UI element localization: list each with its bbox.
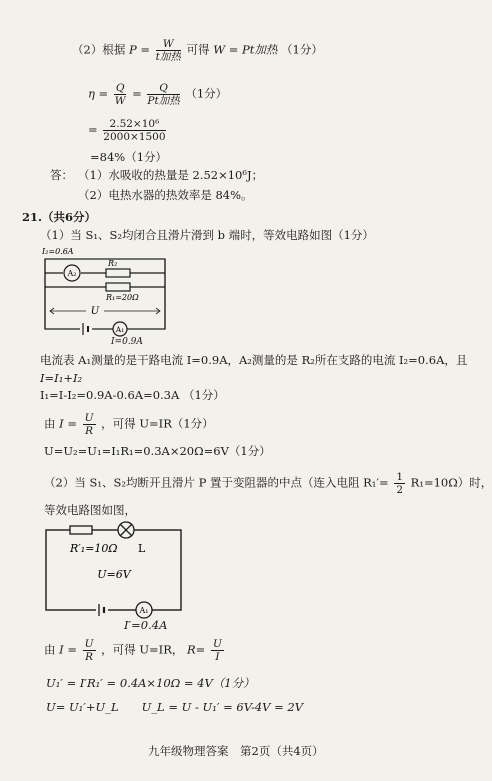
q21-text-7: U₁′ = I′R₁′ = 0.4A×10Ω = 4V（1分） — [46, 676, 255, 690]
efficiency-result: =84%（1分） — [90, 150, 168, 164]
q20-part2-line: （2）根据 P = $\frac{W}{\text{t加热}}$ 可得 W = Pt加热 （1分） — [72, 38, 323, 63]
resistor-r1-prime-icon — [70, 526, 92, 534]
q21-text-3: I₁=I-I₂=0.9A-0.6A=0.3A （1分） — [40, 388, 225, 402]
score-mark: （1分） — [185, 86, 228, 101]
q21-header: 21.（共6分） — [22, 210, 97, 224]
efficiency-substitution: = $\frac{\text{2.52×10⁶}}{2000\times 1500}$ — [88, 118, 166, 143]
resistor-r2-icon — [106, 269, 130, 277]
work-formula: W = Pt加热 — [213, 42, 278, 57]
q21-text-2: I=I₁+I₂ — [40, 371, 83, 385]
q21-text-5: U=U₂=U₁=I₁R₁=0.3A×20Ω=6V（1分） — [44, 444, 271, 458]
power-formula-lhs: P = — [128, 42, 151, 57]
voltage-label: U=6V — [97, 568, 131, 581]
power-fraction: $\frac{W}{\text{t加热}}$ — [155, 38, 181, 63]
resistor-r2-label: R₂ — [108, 259, 118, 268]
current-i-label: I=0.9A — [111, 337, 143, 347]
efficiency-formula: η = $\frac{Q}{W}$ = $\frac{Q}{\text{Pt加热}}$ （1分） — [88, 82, 228, 107]
current-i2-label: I₂=0.6A — [42, 247, 74, 256]
resistor-r1-prime-label: R′₁=10Ω — [70, 542, 118, 555]
q21-text-8: U= U₁′+U_L U_L = U - U₁′ = 6V-4V = 2V — [46, 700, 304, 714]
ohms-law-line-1: 由 I = $\frac{U}{R}$ ，可得 U=IR（1分） — [44, 412, 214, 437]
q20-part2-label: （2）根据 — [72, 42, 126, 57]
q21-part1-statement: （1）当 S₁、S₂均闭合且滑片滑到 b 端时，等效电路如图（1分） — [40, 228, 374, 242]
voltage-u-label: U — [90, 306, 100, 317]
circuit-diagram-1 — [40, 244, 170, 336]
q21-text-1: 电流表 A₁测量的是干路电流 I=0.9A，A₂测量的是 R₂所在支路的电流 I₂=0.6A，且 — [40, 353, 468, 367]
circuit-diagram-2 — [40, 520, 190, 625]
score-mark: （1分） — [281, 42, 323, 57]
resistor-r1-icon — [106, 283, 130, 291]
ohms-law-line-2: 由 I = $\frac{U}{R}$ ，可得 U=IR， R= $\frac{U}{I}$ — [44, 638, 222, 663]
current-i-prime-label: I′=0.4A — [124, 618, 168, 632]
ammeter-a1-label: A₁ — [115, 325, 125, 334]
answer-label: 答： — [50, 168, 73, 182]
answer-2: （2）电热水器的热效率是 84%。 — [78, 188, 253, 202]
resistor-r1-label: R₁=20Ω — [106, 293, 139, 302]
q21-part2-statement: （2）当 S₁、S₂均断开且滑片 P 置于变阻器的中点（连入电阻 R₁′= $\frac{1}{2}$ R₁=10Ω）时， — [44, 471, 492, 496]
page-footer: 九年级物理答案 第2页（共4页） — [148, 744, 324, 758]
ammeter-a1-label: A₁ — [139, 606, 149, 615]
answer-1: （1）水吸收的热量是 2.52×10⁶J； — [78, 168, 264, 182]
lamp-label: L — [138, 542, 146, 555]
ammeter-a2-label: A₂ — [67, 269, 77, 278]
q21-part2-circuit-intro: 等效电路图如图， — [44, 503, 136, 517]
